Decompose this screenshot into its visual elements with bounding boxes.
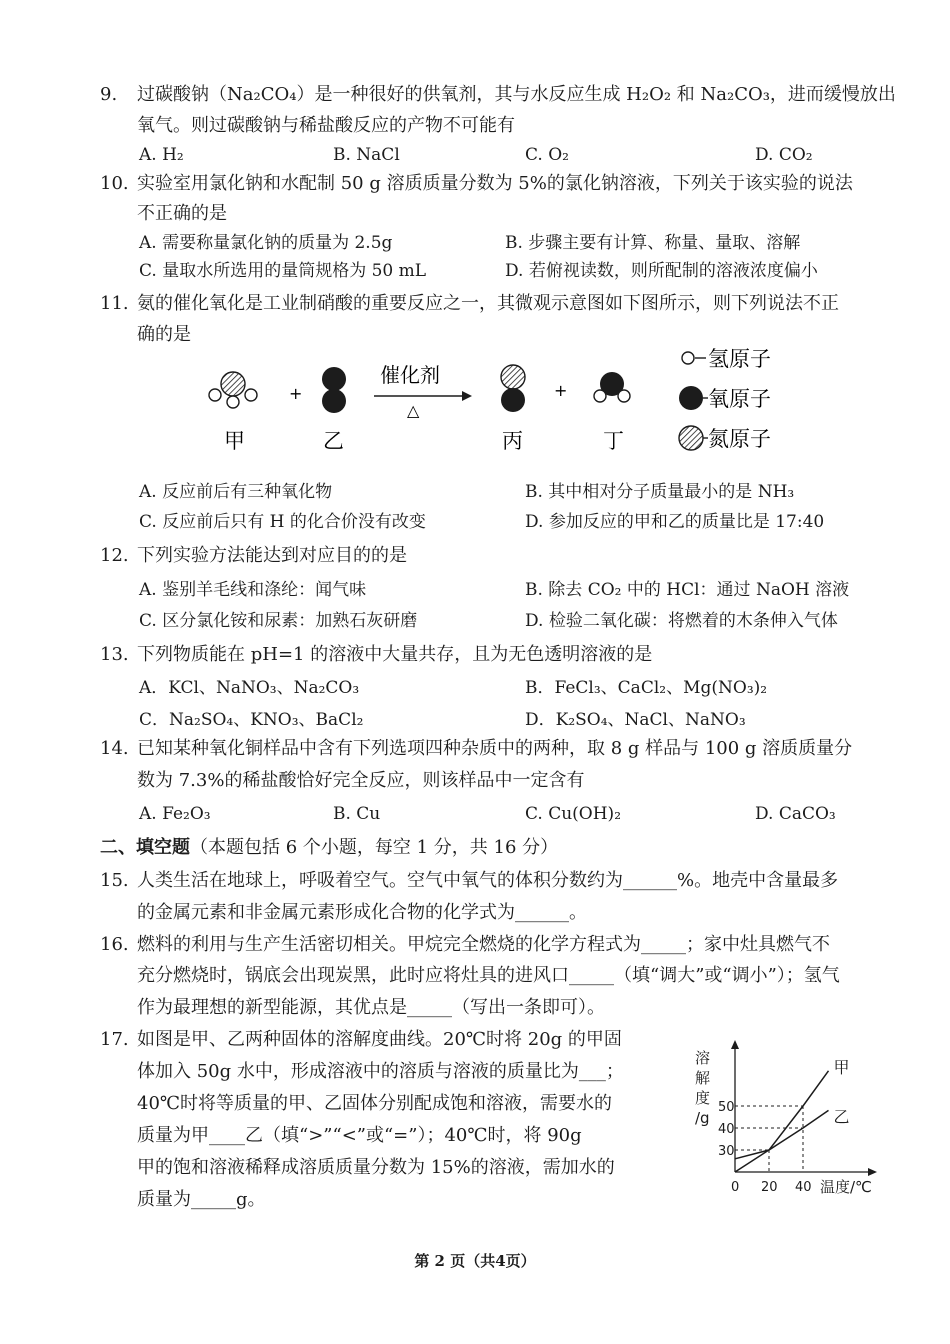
q9-option-b: B. NaCl: [333, 145, 400, 165]
q13-option-d: D．K₂SO₄、NaCl、NaNO₃: [525, 710, 746, 730]
molecule-ding-h2o: [594, 372, 630, 402]
q17-stem-line5: 甲的饱和溶液稀释成溶质质量分数为 15%的溶液，需加水的: [137, 1157, 615, 1178]
q15-stem-line1: 人类生活在地球上，呼吸着空气。空气中氧气的体积分数约为______%。地壳中含量最多: [137, 870, 839, 891]
molecule-bing-no: [501, 365, 525, 412]
q11-stem-line2: 确的是: [137, 324, 191, 345]
q9-option-a: A. H₂: [139, 145, 184, 165]
y-axis-label-char-0: 溶: [695, 1049, 711, 1067]
q14-number: 14.: [100, 738, 129, 759]
q10-option-d: D. 若俯视读数，则所配制的溶液浓度偏小: [505, 261, 818, 281]
section-note: （本题包括 6 个小题，每空 1 分，共 16 分）: [190, 837, 559, 858]
x-axis-arrow-icon: [868, 1168, 877, 1176]
q16-stem-line2: 充分燃烧时，锅底会出现炭黑，此时应将灶具的进风口_____（填“调大”或“调小”）；氢气: [137, 965, 840, 986]
section-header: [100, 837, 558, 859]
q12-option-c: C. 区分氯化铵和尿素：加熟石灰研磨: [139, 611, 418, 631]
series-label-jia: 甲: [833, 1057, 850, 1077]
q14-option-a: A. Fe₂O₃: [139, 804, 211, 824]
q12-number: 12.: [100, 545, 129, 566]
x-axis-label: 温度/℃: [820, 1178, 872, 1195]
plus-sign-1: +: [289, 384, 303, 403]
q11-option-d: D. 参加反应的甲和乙的质量比是 17:40: [525, 512, 825, 532]
q17-stem-line1: 如图是甲、乙两种固体的溶解度曲线。20℃时将 20g 的甲固: [137, 1029, 622, 1050]
q9-stem-line2: 氧气。则过碳酸钠与稀盐酸反应的产物不可能有: [137, 115, 515, 136]
legend-nitrogen: [679, 426, 771, 451]
q17-stem-line3: 40℃时将等质量的甲、乙固体分别配成饱和溶液，需要水的: [137, 1093, 613, 1114]
q11-stem-line1: 氨的催化氧化是工业制硝酸的重要反应之一，其微观示意图如下图所示，则下列说法不正: [137, 293, 839, 314]
q10-option-a: A. 需要称量氯化钠的质量为 2.5g: [139, 233, 393, 253]
q17-stem-line4: 质量为甲____乙（填“>”“<”或“=”）；40℃时，将 90g: [137, 1125, 582, 1146]
q9-stem-line1: 过碳酸钠（Na₂CO₄）是一种很好的供氧剂，其与水反应生成 H₂O₂ 和 Na₂CO₃，进而缓慢放出: [137, 84, 896, 105]
chart-axes: [731, 1040, 877, 1176]
q11-option-a: A. 反应前后有三种氧化物: [139, 482, 333, 502]
q12-stem: 下列实验方法能达到对应目的的是: [137, 545, 407, 566]
page-footer: 第 2 页（共4页）: [414, 1252, 536, 1270]
legend-oxygen-label: 氧原子: [708, 387, 771, 411]
x-tick-label-0: 0: [731, 1180, 740, 1195]
series-label-yi: 乙: [833, 1107, 850, 1127]
label-jia: 甲: [224, 429, 245, 453]
q12-option-a: A. 鉴别羊毛线和涤纶：闻气味: [139, 580, 367, 600]
section-title: 二、填空题: [100, 837, 190, 858]
q15-number: 15.: [100, 870, 129, 891]
q9-option-c: C. O₂: [525, 145, 569, 165]
q14-option-b: B. Cu: [333, 804, 381, 824]
legend-oxygen: [679, 386, 771, 411]
hydrogen-atom-icon: [682, 352, 694, 364]
series-line-jia: [735, 1071, 829, 1172]
nitrogen-atom-icon: [679, 426, 703, 450]
legend-hydrogen: [682, 347, 771, 371]
catalyst-label: 催化剂: [380, 363, 440, 387]
q10-stem-line1: 实验室用氯化钠和水配制 50 g 溶质质量分数为 5%的氯化钠溶液，下列关于该实验的说法: [137, 173, 853, 194]
y-tick-label-50: 50: [718, 1100, 735, 1115]
q10-option-c: C. 量取水所选用的量筒规格为 50 mL: [139, 261, 427, 281]
q16-number: 16.: [100, 934, 129, 955]
q10-option-b: B. 步骤主要有计算、称量、量取、溶解: [505, 233, 801, 253]
legend-nitrogen-label: 氮原子: [708, 427, 771, 451]
q9-number: 9.: [100, 84, 118, 105]
solubility-chart: [680, 1035, 890, 1195]
q14-stem-line1: 已知某种氧化铜样品中含有下列选项四种杂质中的两种，取 8 g 样品与 100 g 溶质质量分: [137, 738, 853, 759]
q11-option-b: B. 其中相对分子质量最小的是 NH₃: [525, 482, 795, 502]
y-tick-label-30: 30: [718, 1144, 735, 1159]
q11-number: 11.: [100, 293, 129, 314]
q13-option-a: A．KCl、NaNO₃、Na₂CO₃: [139, 678, 360, 698]
x-tick-label-40: 40: [795, 1180, 812, 1195]
y-axis-label-char-1: 解: [695, 1069, 711, 1087]
molecule-yi-o2: [322, 367, 346, 413]
y-axis-label-char-2: 度: [695, 1089, 711, 1107]
q9-option-d: D. CO₂: [755, 145, 813, 165]
q12-option-d: D. 检验二氧化碳：将燃着的木条伸入气体: [525, 611, 838, 631]
oxygen-atom-icon: [679, 386, 703, 410]
q11-option-c: C. 反应前后只有 H 的化合价没有改变: [139, 512, 426, 532]
q16-stem-line3: 作为最理想的新型能源，其优点是_____（写出一条即可）。: [137, 997, 605, 1018]
q12-option-b: B. 除去 CO₂ 中的 HCl：通过 NaOH 溶液: [525, 580, 850, 600]
x-tick-label-20: 20: [761, 1180, 778, 1195]
q13-option-b: B．FeCl₃、CaCl₂、Mg(NO₃)₂: [525, 678, 768, 698]
molecule-jia-nh3: [209, 372, 257, 408]
y-tick-label-40: 40: [718, 1122, 735, 1137]
q14-stem-line2: 数为 7.3%的稀盐酸恰好完全反应，则该样品中一定含有: [137, 770, 585, 791]
label-bing: 丙: [502, 429, 523, 453]
q13-option-c: C．Na₂SO₄、KNO₃、BaCl₂: [139, 710, 364, 730]
label-yi: 乙: [323, 429, 344, 453]
heat-symbol: △: [407, 401, 420, 420]
plus-sign-2: +: [554, 381, 568, 400]
y-axis-arrow-icon: [731, 1040, 739, 1049]
q16-stem-line1: 燃料的利用与生产生活密切相关。甲烷完全燃烧的化学方程式为_____；家中灶具燃气不: [137, 934, 830, 955]
reaction-diagram: [0, 340, 950, 470]
arrow-head-icon: [462, 391, 472, 401]
y-axis-label-char-3: /g: [695, 1109, 710, 1127]
q15-stem-line2: 的金属元素和非金属元素形成化合物的化学式为______。: [137, 902, 587, 923]
q14-option-d: D. CaCO₃: [755, 804, 836, 824]
legend-hydrogen-label: 氢原子: [708, 347, 771, 371]
q17-stem-line6: 质量为_____g。: [137, 1189, 266, 1210]
q13-stem: 下列物质能在 pH=1 的溶液中大量共存，且为无色透明溶液的是: [137, 644, 653, 665]
label-ding: 丁: [603, 429, 624, 453]
q10-number: 10.: [100, 173, 129, 194]
q13-number: 13.: [100, 644, 129, 665]
q17-number: 17.: [100, 1029, 129, 1050]
q14-option-c: C. Cu(OH)₂: [525, 804, 622, 824]
q10-stem-line2: 不正确的是: [137, 203, 227, 224]
q17-stem-line2: 体加入 50g 水中，形成溶液中的溶质与溶液的质量比为___；: [137, 1061, 624, 1082]
